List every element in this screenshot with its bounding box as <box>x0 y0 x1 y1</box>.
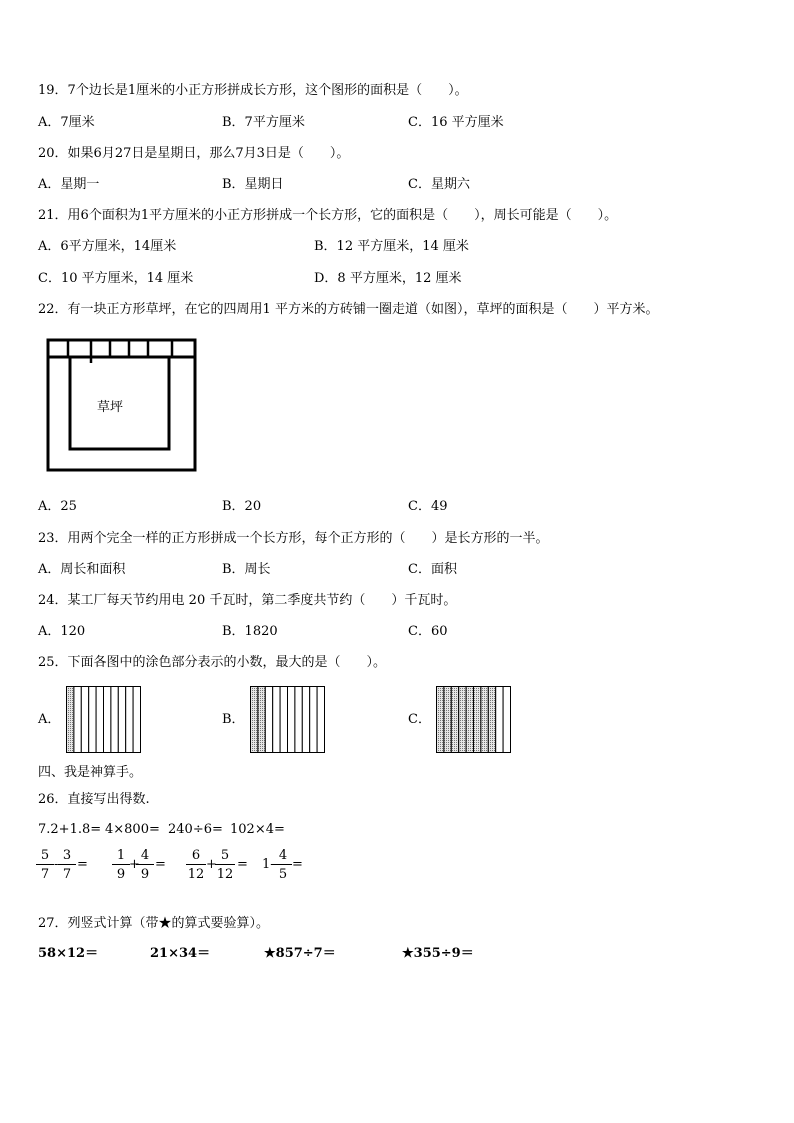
shaded-strip <box>437 687 444 753</box>
shaded-strip <box>488 687 495 753</box>
q23-option-b[interactable]: B．周长 <box>222 562 271 577</box>
q21-option-b[interactable]: B．12 平方厘米，14 厘米 <box>314 239 469 254</box>
q26-item-2: 4×800= <box>105 822 160 837</box>
fraction-e3-b: $\frac{5}{12}$ <box>216 848 234 882</box>
blank-strip <box>133 687 140 753</box>
blank-strip <box>265 687 272 753</box>
blank-strip <box>280 687 287 753</box>
q21-option-a[interactable]: A．6平方厘米，14厘米 <box>38 239 177 254</box>
q27-item-4: ★355÷9＝ <box>402 946 474 961</box>
blank-strip <box>81 687 88 753</box>
q21-option-d[interactable]: D．8 平方厘米，12 厘米 <box>314 271 462 286</box>
q23-option-a[interactable]: A．周长和面积 <box>38 562 126 577</box>
q25-option-c-label[interactable]: C． <box>408 712 431 727</box>
q26-item-3: 240÷6= <box>168 822 223 837</box>
shaded-strip <box>258 687 265 753</box>
q27-item-2: 21×34＝ <box>150 946 211 961</box>
shaded-strip <box>474 687 481 753</box>
q20-question: 20．如果6月27日是星期日，那么7月3日是（ ）。 <box>38 146 350 161</box>
shaded-strip <box>251 687 258 753</box>
shaded-strip <box>459 687 466 753</box>
fraction-e2-a: $\frac{1}{9}$ <box>112 848 130 882</box>
operator-e1: - <box>54 857 59 872</box>
shaded-strip <box>466 687 473 753</box>
q24-option-b[interactable]: B．1820 <box>222 624 278 639</box>
operator-e2: + <box>129 857 140 872</box>
blank-strip <box>317 687 324 753</box>
lead-e4: 1- <box>262 857 275 872</box>
q24-question: 24．某工厂每天节约用电 20 千瓦时，第二季度共节约（ ）千瓦时。 <box>38 593 457 608</box>
q22-option-b[interactable]: B．20 <box>222 499 262 514</box>
q26-question: 26．直接写出得数. <box>38 792 150 807</box>
q20-option-b[interactable]: B．星期日 <box>222 177 284 192</box>
q24-option-a[interactable]: A．120 <box>38 624 86 639</box>
blank-strip <box>118 687 125 753</box>
fraction-e3-a: $\frac{6}{12}$ <box>187 848 205 882</box>
shaded-strip <box>451 687 458 753</box>
q23-question: 23．用两个完全一样的正方形拼成一个长方形，每个正方形的（ ）是长方形的一半。 <box>38 531 549 546</box>
section-title: 四、我是神算手。 <box>38 765 143 780</box>
q27-item-3: ★857÷7＝ <box>264 946 336 961</box>
shaded-strip <box>444 687 451 753</box>
lawn-label: 草坪 <box>97 400 124 415</box>
q25-question: 25．下面各图中的涂色部分表示的小数，最大的是（ ）。 <box>38 655 387 670</box>
q21-option-c[interactable]: C．10 平方厘米，14 厘米 <box>38 271 194 286</box>
q19-option-c[interactable]: C．16 平方厘米 <box>408 115 504 130</box>
operator-e3: + <box>206 857 217 872</box>
q20-option-c[interactable]: C．星期六 <box>408 177 470 192</box>
q22-option-c[interactable]: C．49 <box>408 499 448 514</box>
q20-option-a[interactable]: A．星期一 <box>38 177 100 192</box>
lawn-diagram <box>46 338 198 478</box>
blank-strip <box>111 687 118 753</box>
blank-strip <box>96 687 103 753</box>
blank-strip <box>496 687 503 753</box>
q27-question: 27．列竖式计算（带★的算式要验算）。 <box>38 916 270 931</box>
q25-option-b-figure[interactable] <box>250 686 325 754</box>
q25-option-b-label[interactable]: B． <box>222 712 245 727</box>
q26-item-4: 102×4= <box>230 822 285 837</box>
q22-option-a[interactable]: A．25 <box>38 499 77 514</box>
blank-strip <box>273 687 280 753</box>
equals-e1: = <box>77 857 88 872</box>
blank-strip <box>310 687 317 753</box>
q25-option-a-label[interactable]: A． <box>38 712 61 727</box>
q25-option-c-figure[interactable] <box>436 686 511 754</box>
equals-e2: = <box>155 857 166 872</box>
fraction-e4-b: $\frac{4}{5}$ <box>274 848 292 882</box>
q26-item-1: 7.2+1.8= <box>38 822 102 837</box>
equals-e3: = <box>237 857 248 872</box>
q21-question: 21．用6个面积为1平方厘米的小正方形拼成一个长方形，它的面积是（ ），周长可能是（ ）。 <box>38 208 618 223</box>
blank-strip <box>89 687 96 753</box>
blank-strip <box>104 687 111 753</box>
q19-option-b[interactable]: B．7平方厘米 <box>222 115 305 130</box>
shaded-strip <box>481 687 488 753</box>
blank-strip <box>302 687 309 753</box>
blank-strip <box>288 687 295 753</box>
blank-strip <box>74 687 81 753</box>
q19-option-a[interactable]: A．7厘米 <box>38 115 95 130</box>
fraction-e1-b: $\frac{3}{7}$ <box>58 848 76 882</box>
q23-option-c[interactable]: C．面积 <box>408 562 457 577</box>
q19-question: 19．7个边长是1厘米的小正方形拼成长方形，这个图形的面积是（ ）。 <box>38 83 468 98</box>
q24-option-c[interactable]: C．60 <box>408 624 448 639</box>
blank-strip <box>295 687 302 753</box>
equals-e4: = <box>292 857 303 872</box>
q22-question: 22．有一块正方形草坪，在它的四周用1 平方米的方砖铺一圈走道（如图），草坪的面积是（ ）平方米。 <box>38 302 659 317</box>
q27-item-1: 58×12＝ <box>38 946 99 961</box>
blank-strip <box>126 687 133 753</box>
fraction-e1-a: $\frac{5}{7}$ <box>36 848 54 882</box>
shaded-strip <box>67 687 74 753</box>
blank-strip <box>503 687 510 753</box>
fraction-e2-b: $\frac{4}{9}$ <box>136 848 154 882</box>
q25-option-a-figure[interactable] <box>66 686 141 754</box>
